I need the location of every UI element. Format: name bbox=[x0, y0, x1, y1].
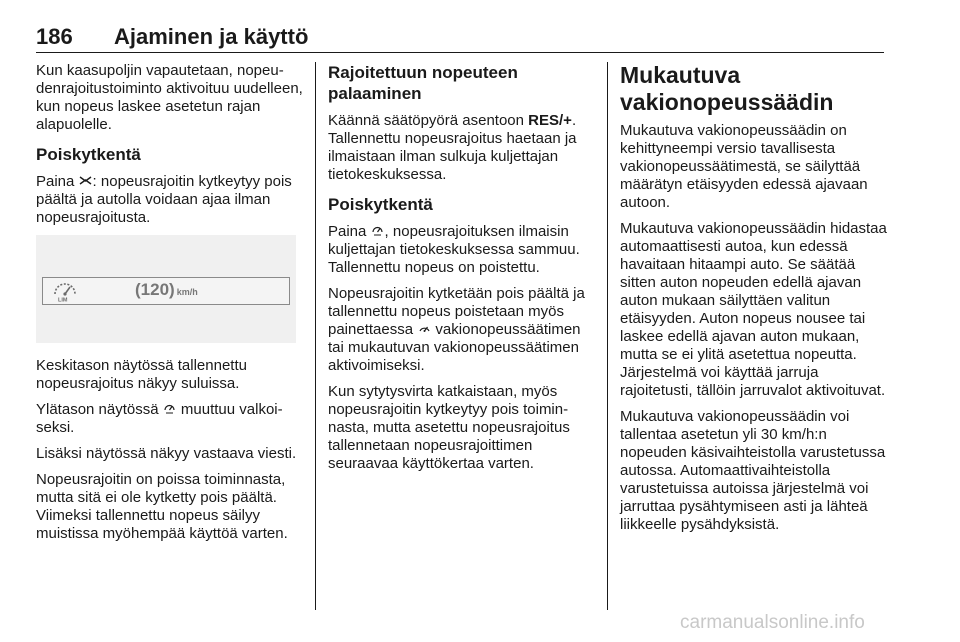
paragraph: Käännä säätöpyörä asentoon RES/+. Tallennettu nopeusrajoitus haetaan ja ilmaistaan ilman sulkuja kuljettajan tietokeskuksessa. bbox=[328, 112, 577, 183]
paragraph: Mukautuva vakionopeussäädin on kehittyneempi versio tavallisesta vakionopeussäätimestä, se säilyttää määrätyn etäisyyden edessä ajavaan autoon. bbox=[620, 122, 868, 211]
paragraph: Mukautuva vakionopeussäädin hidastaa automaattisesti autoa, kun edessä havaitaan hitaampi auto. Se säätää sitten auton nopeuden edellä ajavan auton mukaan säilyttäen valitun etäisyyden. Auton nopeus nousee tai laskee edellä ajavan auton mukaan, mutta se ei ylitä asetettua nopeutta. Järjestelmä voi käyttää jarruja rajoitetusti, tällöin jarruvalot aktivoituvat. bbox=[620, 220, 887, 399]
column-right bbox=[620, 62, 890, 542]
column-left bbox=[36, 62, 304, 551]
section-title: Ajaminen ja käyttö bbox=[114, 24, 309, 49]
instrument-display bbox=[36, 235, 296, 343]
heading-poiskytkenta: Poiskytkentä bbox=[328, 195, 433, 214]
paragraph: Nopeusrajoitin on poissa toiminnasta, mutta sitä ei ole kytketty pois päältä. Viimeksi tallennettu nopeus säilyy muistissa myöhempää käyttöä varten. bbox=[36, 471, 288, 542]
lim-label: LIM bbox=[58, 297, 68, 302]
speed-unit: km/h bbox=[176, 287, 198, 297]
column-middle bbox=[328, 62, 596, 481]
paragraph: Kun sytytysvirta katkaistaan, myös nopeusrajoitin kytkeytyy pois toiminnasta, mutta asetettu nopeusrajoitus tallennetaan nopeusrajoittimen seuraavaa käyttökertaa varten. bbox=[328, 383, 570, 472]
speed-limiter-gauge-icon bbox=[50, 280, 80, 302]
display-bar bbox=[42, 277, 290, 305]
page-header bbox=[36, 24, 884, 53]
speed-limiter-gauge-icon bbox=[371, 223, 385, 241]
watermark: carmanualsonline.info bbox=[680, 612, 865, 633]
heading-rajoitettuun-nopeuteen: Rajoitettuun nopeuteen palaaminen bbox=[328, 63, 518, 103]
paragraph: Paina : nopeusrajoitin kytkeytyy pois päältä ja autolla voidaan ajaa ilman nopeusrajoitusta. bbox=[36, 173, 292, 226]
heading-mukautuva-vakionopeussaadin: Mukautuva vakionopeussäädin bbox=[620, 62, 834, 115]
heading-poiskytkenta: Poiskytkentä bbox=[36, 145, 141, 164]
stored-speed-value: (120) km/h bbox=[135, 280, 198, 299]
paragraph: Mukautuva vakionopeussäädin voi tallentaa asetetun yli 30 km/h:n nopeuden käsivaihteistolla varustetussa autossa. Automaattivaihteistolla varustetuissa autoissa järjestelmä voi jarruttaa pysähtymiseen asti ja lähteä liikkeelle pysähdyksistä. bbox=[620, 408, 886, 533]
limiter-off-icon bbox=[79, 173, 93, 191]
res-plus-label: RES/+ bbox=[528, 112, 572, 129]
column-divider bbox=[607, 62, 608, 610]
cruise-control-icon bbox=[417, 321, 431, 339]
paragraph: Keskitason näytössä tallennettu nopeusrajoitus näkyy suluissa. bbox=[36, 357, 247, 392]
paragraph: Lisäksi näytössä näkyy vastaava viesti. bbox=[36, 445, 297, 462]
speed-limiter-gauge-icon bbox=[163, 401, 177, 419]
paragraph: Nopeusrajoitin kytketään pois päältä ja tallennettu nopeus poistetaan myös painettaessa vakionopeussäätimen tai mukautuvan vakionopeussäätimen aktivoimiseksi. bbox=[328, 285, 585, 374]
page-number: 186 bbox=[36, 24, 73, 49]
paragraph: Kun kaasupoljin vapautetaan, nopeudenrajoitustoiminto aktivoituu uudelleen, kun nopeus laskee asetetun rajan alapuolelle. bbox=[36, 62, 303, 133]
paragraph: Ylätason näytössä muuttuu valkoiseksi. bbox=[36, 401, 283, 436]
column-divider bbox=[315, 62, 316, 610]
paragraph: Paina , nopeusrajoituksen ilmaisin kuljettajan tietokeskuksessa sammuu. Tallennettu nopeus on poistettu. bbox=[328, 223, 580, 276]
